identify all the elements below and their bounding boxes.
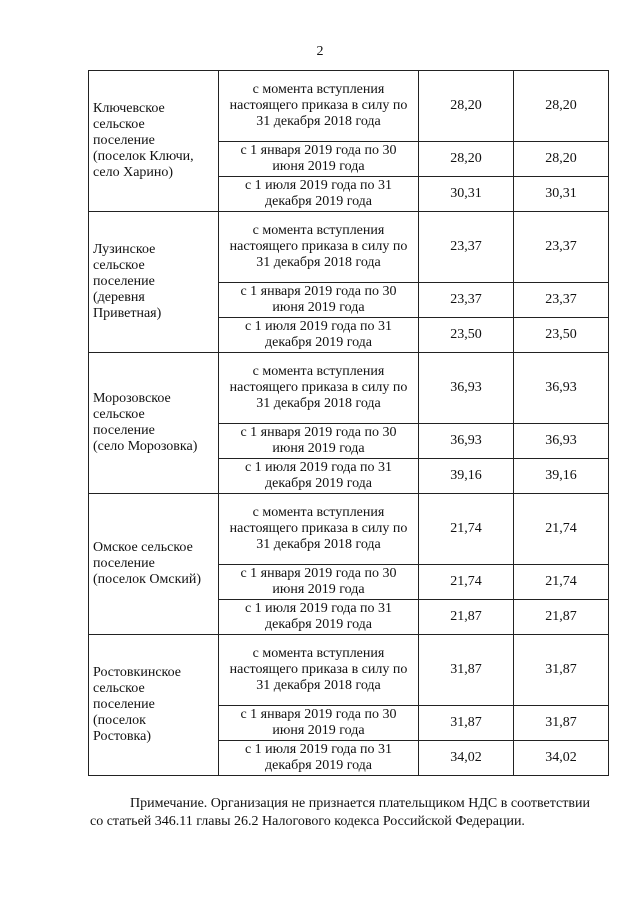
tariff-value-1: 21,87 <box>419 600 514 635</box>
tariff-value-2: 39,16 <box>514 459 609 494</box>
tariff-value-2: 23,37 <box>514 283 609 318</box>
tariff-value-2: 21,74 <box>514 494 609 565</box>
tariff-value-2: 23,50 <box>514 318 609 353</box>
tariff-table <box>88 70 609 776</box>
period-cell: с 1 января 2019 года по 30 июня 2019 года <box>219 706 419 741</box>
settlement-name-cell <box>89 635 219 776</box>
settlement-name: Ростовкинское сельское поселение (поселок Ростовка) <box>93 665 182 744</box>
tariff-value-1: 21,74 <box>419 565 514 600</box>
tariff-value-1: 36,93 <box>419 424 514 459</box>
tariff-value-1: 21,74 <box>419 494 514 565</box>
tariff-value-2: 30,31 <box>514 177 609 212</box>
tariff-value-1: 39,16 <box>419 459 514 494</box>
tariff-value-1: 28,20 <box>419 142 514 177</box>
page-number: 2 <box>316 44 324 59</box>
period-cell: с момента вступления настоящего приказа в силу по 31 декабря 2018 года <box>219 353 419 424</box>
tariff-value-2: 31,87 <box>514 706 609 741</box>
tariff-value-2: 31,87 <box>514 635 609 706</box>
settlement-name-cell <box>89 212 219 353</box>
settlement-name-cell <box>89 71 219 212</box>
tariff-value-2: 28,20 <box>514 142 609 177</box>
tariff-value-1: 23,37 <box>419 283 514 318</box>
period-cell: с 1 января 2019 года по 30 июня 2019 года <box>219 142 419 177</box>
period-cell: с 1 января 2019 года по 30 июня 2019 года <box>219 565 419 600</box>
table-row <box>89 494 609 565</box>
table-row <box>89 212 609 283</box>
period-cell: с 1 июля 2019 года по 31 декабря 2019 года <box>219 600 419 635</box>
settlement-name-cell <box>89 494 219 635</box>
tariff-value-1: 30,31 <box>419 177 514 212</box>
table-row <box>89 353 609 424</box>
settlement-name: Морозовское сельское поселение (село Морозовка) <box>93 391 198 454</box>
period-cell: с 1 января 2019 года по 30 июня 2019 года <box>219 283 419 318</box>
table-row <box>89 71 609 142</box>
tariff-value-1: 31,87 <box>419 706 514 741</box>
period-cell: с 1 января 2019 года по 30 июня 2019 года <box>219 424 419 459</box>
tariff-value-1: 28,20 <box>419 71 514 142</box>
tariff-value-1: 23,37 <box>419 212 514 283</box>
tariff-value-2: 36,93 <box>514 424 609 459</box>
settlement-name: Ключевское сельское поселение (поселок Ключи, село Харино) <box>93 101 194 180</box>
period-cell: с момента вступления настоящего приказа в силу по 31 декабря 2018 года <box>219 635 419 706</box>
tariff-value-1: 34,02 <box>419 741 514 776</box>
tariff-value-2: 21,87 <box>514 600 609 635</box>
tariff-value-2: 23,37 <box>514 212 609 283</box>
tariff-table-body <box>89 71 609 776</box>
tariff-value-2: 28,20 <box>514 71 609 142</box>
tariff-value-1: 31,87 <box>419 635 514 706</box>
tariff-value-1: 36,93 <box>419 353 514 424</box>
tariff-value-2: 21,74 <box>514 565 609 600</box>
tariff-value-1: 23,50 <box>419 318 514 353</box>
settlement-name: Омское сельское поселение (поселок Омский) <box>93 540 202 587</box>
period-cell: с 1 июля 2019 года по 31 декабря 2019 года <box>219 318 419 353</box>
period-cell: с 1 июля 2019 года по 31 декабря 2019 года <box>219 459 419 494</box>
settlement-name: Лузинское сельское поселение (деревня Приветная) <box>93 242 162 321</box>
settlement-name-cell <box>89 353 219 494</box>
period-cell: с момента вступления настоящего приказа в силу по 31 декабря 2018 года <box>219 212 419 283</box>
table-row <box>89 635 609 706</box>
period-cell: с 1 июля 2019 года по 31 декабря 2019 года <box>219 177 419 212</box>
period-cell: с момента вступления настоящего приказа в силу по 31 декабря 2018 года <box>219 71 419 142</box>
period-cell: с 1 июля 2019 года по 31 декабря 2019 года <box>219 741 419 776</box>
period-cell: с момента вступления настоящего приказа в силу по 31 декабря 2018 года <box>219 494 419 565</box>
footnote-text: Примечание. Организация не признается плательщиком НДС в соответствии со статьей 346.11 главы 26.2 Налогового кодекса Российской Федерации. <box>90 796 590 829</box>
tariff-value-2: 34,02 <box>514 741 609 776</box>
tariff-value-2: 36,93 <box>514 353 609 424</box>
